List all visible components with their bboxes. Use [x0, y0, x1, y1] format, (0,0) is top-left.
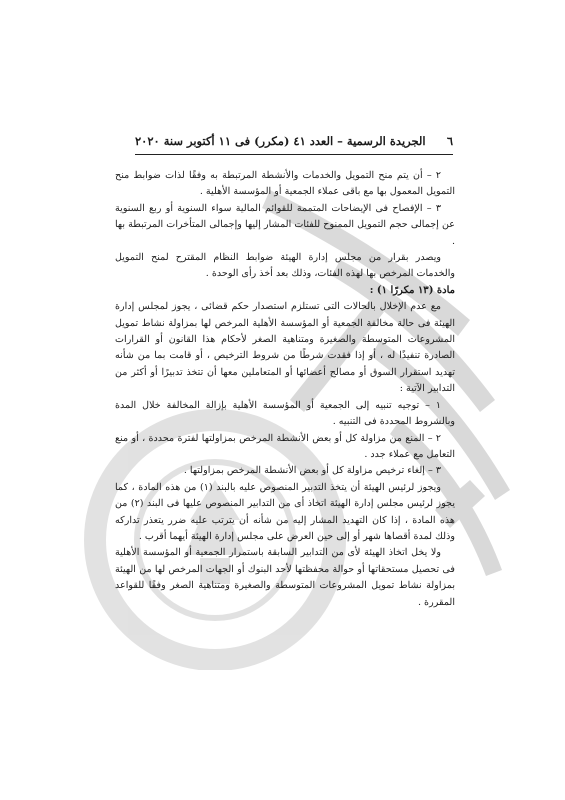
measure-1: ١ – توجيه تنبيه إلى الجمعية أو المؤسسة الأهلية بإزالة المخالفة خلال المدة وبالشروط المحددة فى التنبيه .: [115, 399, 455, 428]
page-number: ٦: [446, 134, 453, 148]
clause-3: ٣ – الإفصاح فى الإيضاحات المتممة للقوائم المالية سواء السنوية أو ربع السنوية عن إجمالى حجم التمويل الممنوح للفئات المشار إليها وإجمالى المتأخرات المرتبطة بها .: [115, 202, 455, 247]
clause-2: ٢ – أن يتم منح التمويل والخدمات والأنشطة المرتبطة به وفقًا لذات ضوابط منح التمويل المعمول بها مع باقى عملاء الجمعية أو المؤسسة الأهلية .: [115, 170, 455, 198]
gazette-title: الجريدة الرسمية – العدد ٤١ (مكرر) فى ١١ أكتوبر سنة ٢٠٢٠: [135, 134, 426, 148]
regulation-paragraph: ويصدر بقرار من مجلس إدارة الهيئة ضوابط النظام المقترح لمنح التمويل والخدمات المرخص بها لهذه الفئات، وذلك بعد أخذ رأى الوحدة .: [115, 252, 455, 280]
closing-paragraph: ولا يخل اتخاذ الهيئة لأى من التدابير السابقة باستمرار الجمعية أو المؤسسة الأهلية فى تحصيل مستحقاتها أو حوالة محفظتها لأحد البنوك أو الجهات المرخص لها من الهيئة بمزاولة نشاط تمويل المشروعات المتوسطة والصغيرة ومتناهية الصغر وفقًا للقواعد المقررة .: [115, 547, 455, 608]
document-body: [115, 168, 455, 611]
measure-3: ٣ – إلغاء ترخيص مزاولة كل أو بعض الأنشطة المرخص بمزاولتها .: [183, 465, 441, 477]
article-heading: مادة (١٣ مكررًا ١) :: [369, 284, 455, 296]
header-divider: [135, 154, 453, 155]
measure-2: ٢ – المنع من مزاولة كل أو بعض الأنشطة المرخص بمزاولتها لفترة محددة ، أو منع التعامل مع عملاء جدد .: [115, 432, 455, 460]
article-intro-paragraph: مع عدم الإخلال بالحالات التى تستلزم استصدار حكم قضائى ، يجوز لمجلس إدارة الهيئة فى حالة مخالفة الجمعية أو المؤسسة الأهلية المرخص لها بمزاولة نشاط تمويل المشروعات المتوسطة والصغيرة ومتناهية الصغر لأحكام هذا القانون أو القرارات الصادرة تنفيذًا له ، أو إذا فقدت شرطًا من شروط الترخيص ، أو قامت بما من شأنه تهديد استقرار السوق أو مصالح أعضائها أو المتعاملين معها أن تتخذ تدبيرًا أو أكثر من التدابير الآتية :: [115, 301, 455, 395]
page-header: [135, 134, 453, 148]
authority-paragraph: ويجوز لرئيس الهيئة أن يتخذ التدبير المنصوص عليه بالبند (١) من هذه المادة ، كما يجوز لرئيس مجلس إدارة الهيئة اتخاذ أى من التدابير المنصوص عليها فى البند (٢) من هذه المادة ، إذا كان التهديد المشار إليه من شأنه أن يترتب عليه ضرر يتعذر تداركه وذلك لمدة أقصاها شهر أو إلى حين العرض على مجلس إدارة الهيئة أيهما أقرب .: [115, 481, 455, 542]
